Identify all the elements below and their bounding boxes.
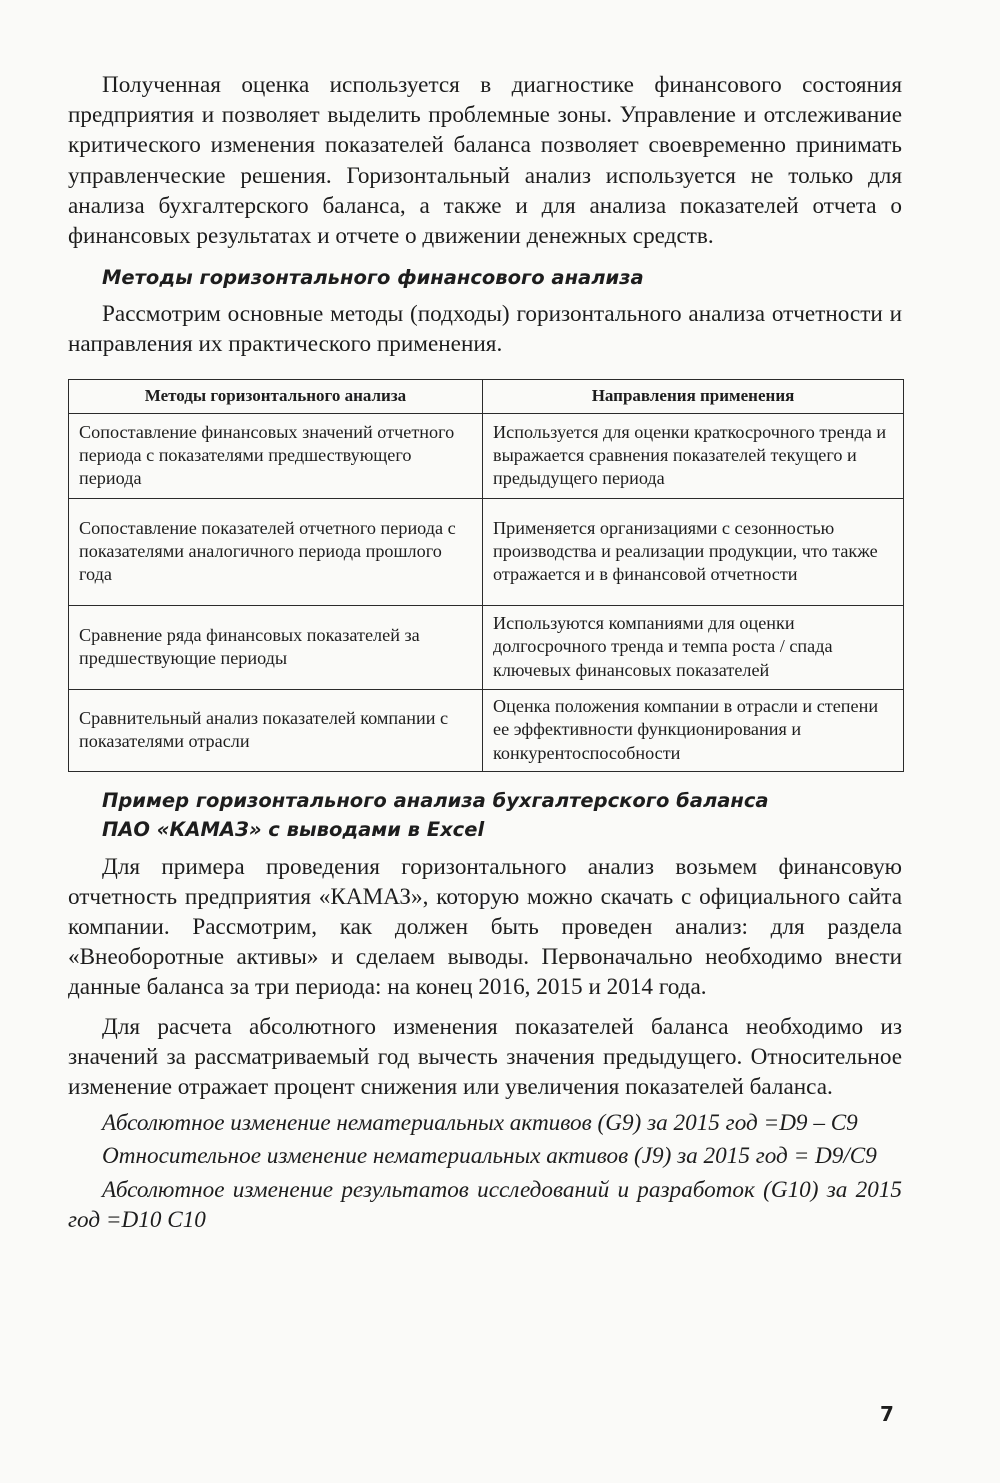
intro-paragraph: Полученная оценка используется в диагностике финансового состояния предприятия и позволяет выделить проблемные зоны. Управление и отслеживание критического изменения показателей баланса позволяет своевременно принимать управленческие решения. Горизонтальный анализ используется не только для анализа бухгалтерского баланса, а также и для анализа показателей отчета о финансовых результатах и отчете о движении денежных средств. [68, 72, 902, 250]
example-paragraph-1: Для примера проведения горизонтального анализ возьмем финансовую отчетность предприятия «КАМАЗ», которую можно скачать с официального сайта компании. Рассмотрим, как должен быть проведен анализ: для раздела «Внеоборотные активы» и сделаем выводы. Первоначально необходимо внести данные баланса за три периода: на конец 2016, 2015 и 2014 года. [68, 853, 902, 1001]
formula-line: Абсолютное изменение результатов исследований и разработок (G10) за 2015 год =D10 C10 [68, 1176, 902, 1233]
table-cell-application: Используется для оценки краткосрочного тренда и выражается сравнения показателей текущего и предыдущего периода [483, 413, 904, 498]
table-header-methods: Методы горизонтального анализа [69, 379, 483, 413]
table-cell-application: Применяется организациями с сезонностью производства и реализации продукции, что также отражается и в финансовой отчетности [483, 498, 904, 605]
table-row [69, 413, 904, 498]
table-cell-application: Используются компаниями для оценки долгосрочного тренда и темпа роста / спада ключевых финансовых показателей [483, 605, 904, 689]
section-heading-methods: Методы горизонтального финансового анализа [102, 266, 644, 290]
formula-line: Относительное изменение нематериальных активов (J9) за 2015 год = D9/C9 [102, 1143, 877, 1170]
table-cell-method: Сопоставление показателей отчетного периода с показателями аналогичного периода прошлого года [69, 498, 483, 605]
example-paragraph-2: Для расчета абсолютного изменения показателей баланса необходимо из значений за рассматриваемый год вычесть значения предыдущего. Относительное изменение отражает процент снижения или увеличения показателей баланса. [68, 1013, 902, 1101]
page-content [68, 70, 902, 1235]
methods-intro-paragraph: Рассмотрим основные методы (подходы) горизонтального анализа отчетности и направления их практического применения. [68, 301, 902, 358]
table-header-applications: Направления применения [483, 379, 904, 413]
table-cell-application: Оценка положения компании в отрасли и степени ее эффективности функционирования и конкурентоспособности [483, 689, 904, 771]
table-header-row [69, 379, 904, 413]
table-cell-method: Сравнение ряда финансовых показателей за предшествующие периоды [69, 605, 483, 689]
table-row [69, 689, 904, 771]
table-row [69, 605, 904, 689]
page-number: 7 [880, 1402, 894, 1426]
section-heading-example-line2: ПАО «КАМАЗ» с выводами в Excel [102, 817, 485, 841]
methods-table [68, 379, 904, 772]
table-cell-method: Сопоставление финансовых значений отчетного периода с показателями предшествующего периода [69, 413, 483, 498]
table-row [69, 498, 904, 605]
section-heading-example-line1: Пример горизонтального анализа бухгалтерского баланса [102, 788, 769, 812]
formula-line: Абсолютное изменение нематериальных активов (G9) за 2015 год =D9 – C9 [102, 1110, 858, 1137]
table-cell-method: Сравнительный анализ показателей компании с показателями отрасли [69, 689, 483, 771]
